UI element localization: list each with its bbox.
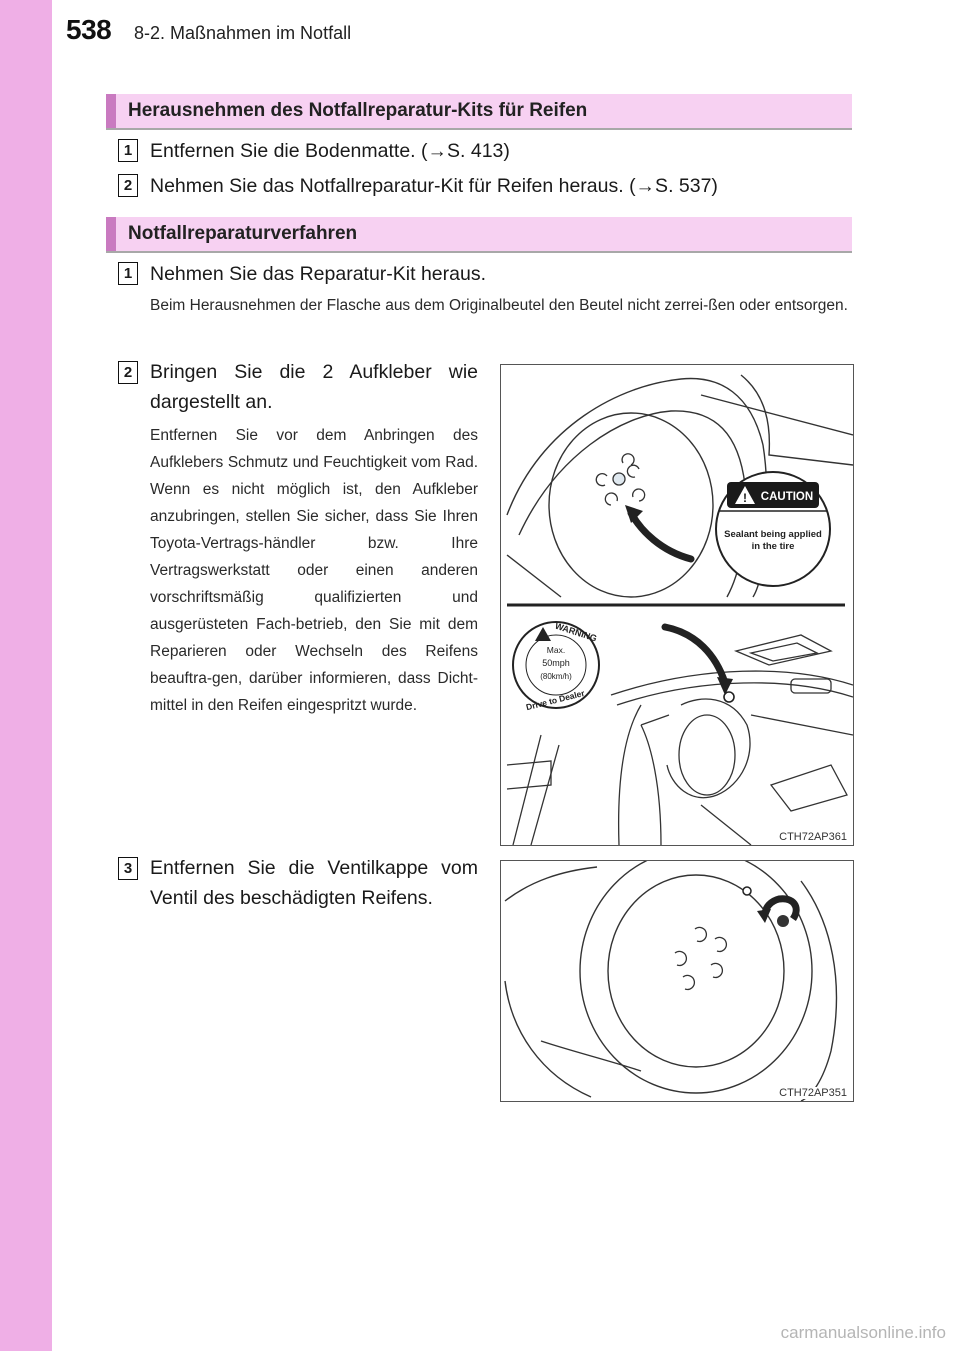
warning-label: WARNING xyxy=(553,620,599,644)
warning-bottom-text: Drive to Dealer xyxy=(524,687,586,713)
caution-line-2: in the tire xyxy=(751,541,795,552)
step-note: Beim Herausnehmen der Flasche aus dem Originalbeutel den Beutel nicht zerrei-ßen oder entsorgen. xyxy=(150,297,848,314)
step-number: 3 xyxy=(118,857,138,880)
step-text: Bringen Sie die 2 Aufkleber wie dargestellt an. xyxy=(150,361,478,413)
step-number: 2 xyxy=(118,361,138,384)
step-number: 1 xyxy=(118,139,138,162)
step-number: 1 xyxy=(118,262,138,285)
figure-code: CTH72AP361 xyxy=(779,831,847,843)
section-title: Notfallreparaturverfahren xyxy=(128,223,358,244)
step-number: 2 xyxy=(118,174,138,197)
page-number: 538 xyxy=(66,14,112,45)
caution-label: CAUTION xyxy=(760,491,814,503)
caution-line-1: Sealant being applied xyxy=(724,529,822,540)
valve-cap-figure xyxy=(500,860,854,1102)
warning-speed: 50mph xyxy=(542,658,570,668)
svg-text:!: ! xyxy=(743,491,747,505)
section-header-kit-removal xyxy=(106,94,852,130)
step-note: Entfernen Sie vor dem Anbringen des Aufklebers Schmutz und Feuchtigkeit vom Rad. Wenn es nicht möglich ist, den Aufkleber anzubringen, stellen Sie sicher, dass Sie Ihren Toyota-Vertrags-händler bzw. Ihre Vertragswerkstatt oder einen anderen vorschriftsmäßig qualifizierten und ausgerüsteten Fach-betrieb, den Sie mit dem Reparieren oder Wechseln des Reifens beauftra-gen, darüber informieren, dass Dicht-mittel in den Reifen eingespritzt wurde. xyxy=(150,427,478,714)
warning-kmh: (80km/h) xyxy=(540,672,572,681)
step-text: Entfernen Sie die Ventilkappe vom Ventil des beschädigten Reifens. xyxy=(150,857,478,909)
step-text: Nehmen Sie das Reparatur-Kit heraus. xyxy=(150,263,487,285)
section-header-repair-procedure xyxy=(106,217,852,253)
watermark: carmanualsonline.info xyxy=(780,1323,946,1342)
sticker-figure xyxy=(500,364,854,846)
chapter-heading: 8-2. Maßnahmen im Notfall xyxy=(134,23,352,43)
valve-cap-illustration xyxy=(501,861,853,1101)
sticker-illustration xyxy=(501,365,853,845)
step-text: Entfernen Sie die Bodenmatte. (→S. 413) xyxy=(150,140,510,162)
warning-max: Max. xyxy=(546,645,566,655)
section-title: Herausnehmen des Notfallreparatur-Kits für Reifen xyxy=(128,100,588,121)
step-text: Nehmen Sie das Notfallreparatur-Kit für Reifen heraus. (→S. 537) xyxy=(150,175,718,197)
figure-code: CTH72AP351 xyxy=(779,1087,847,1099)
left-margin-bar xyxy=(0,0,52,1351)
